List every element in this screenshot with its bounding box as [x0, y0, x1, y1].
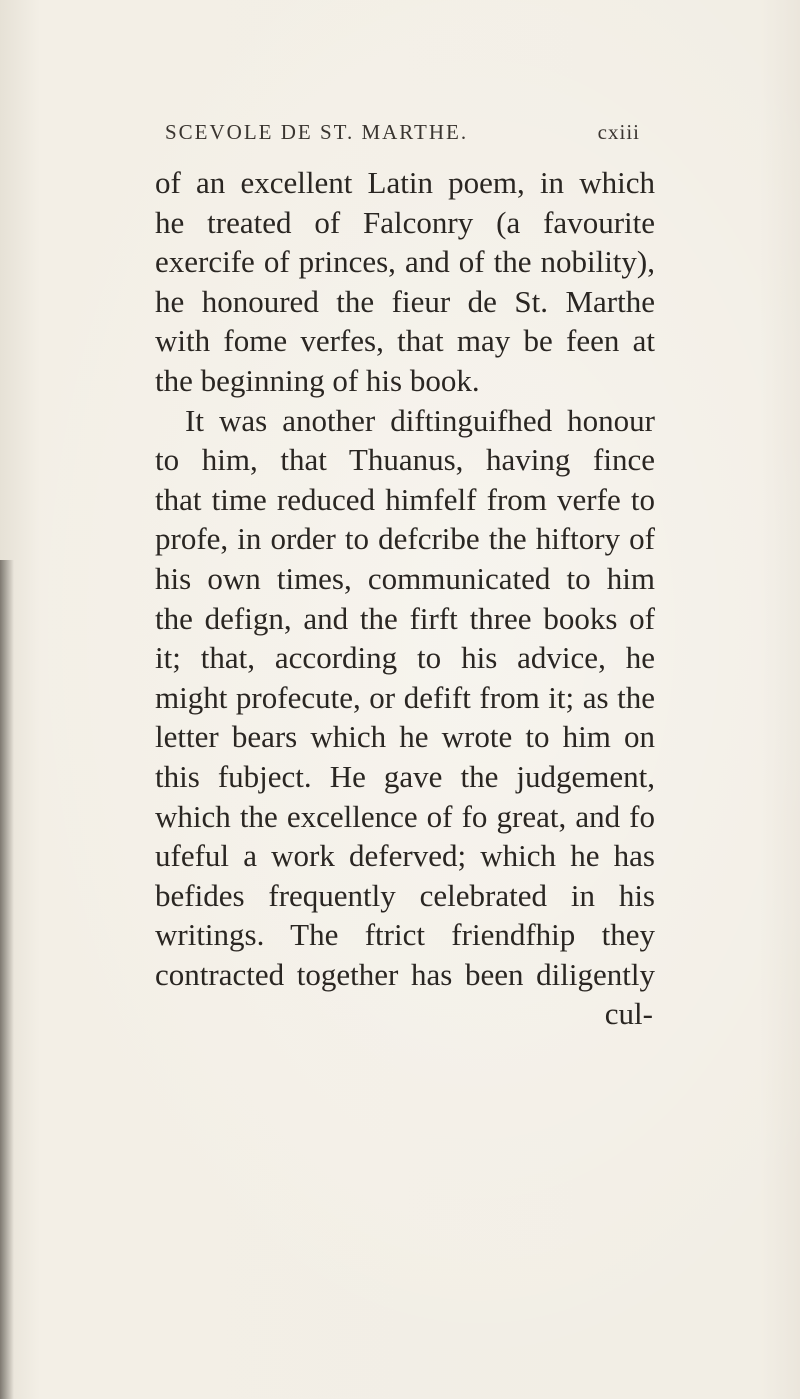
text-line: with fome verfes, that may be feen at — [155, 323, 655, 359]
text-line: he treated of Falconry (a favourite — [155, 204, 655, 240]
running-head — [165, 120, 640, 150]
text-line: he honoured the fieur de St. Marthe — [155, 283, 655, 319]
page-number: cxiii — [597, 120, 640, 144]
text-line: profe, in order to defcribe the hiftory of — [155, 521, 655, 557]
text-line: ufeful a work deferved; which he has — [155, 838, 655, 874]
text-line: that time reduced himfelf from verfe to — [155, 481, 655, 517]
text-line: might profecute, or defift from it; as the — [155, 679, 655, 715]
running-head-title: SCEVOLE DE ST. MARTHE. — [165, 120, 469, 144]
text-line: letter bears which he wrote to him on — [155, 719, 655, 755]
text-line: the defign, and the firft three books of — [155, 600, 655, 636]
text-line: this fubject. He gave the judgement, — [155, 758, 655, 794]
text-line: It was another diftinguifhed honour — [185, 402, 655, 438]
text-line: to him, that Thuanus, having fince — [155, 442, 655, 478]
text-line: which the excellence of fo great, and fo — [155, 798, 655, 834]
text-line: it; that, according to his advice, he — [155, 640, 655, 676]
text-line: writings. The ftrict friendfhip they — [155, 917, 655, 953]
text-line: befides frequently celebrated in his — [155, 877, 655, 913]
text-line: of an excellent Latin poem, in which — [155, 165, 655, 200]
catchword: cul- — [604, 996, 653, 1032]
body-text — [155, 163, 655, 1034]
text-line: his own times, communicated to him — [155, 560, 655, 596]
page-edge-shadow — [0, 560, 14, 1399]
text-line: exercife of princes, and of the nobility), — [155, 244, 655, 280]
text-line: contracted together has been diligently — [155, 956, 655, 992]
text-line: the beginning of his book. — [155, 362, 480, 398]
